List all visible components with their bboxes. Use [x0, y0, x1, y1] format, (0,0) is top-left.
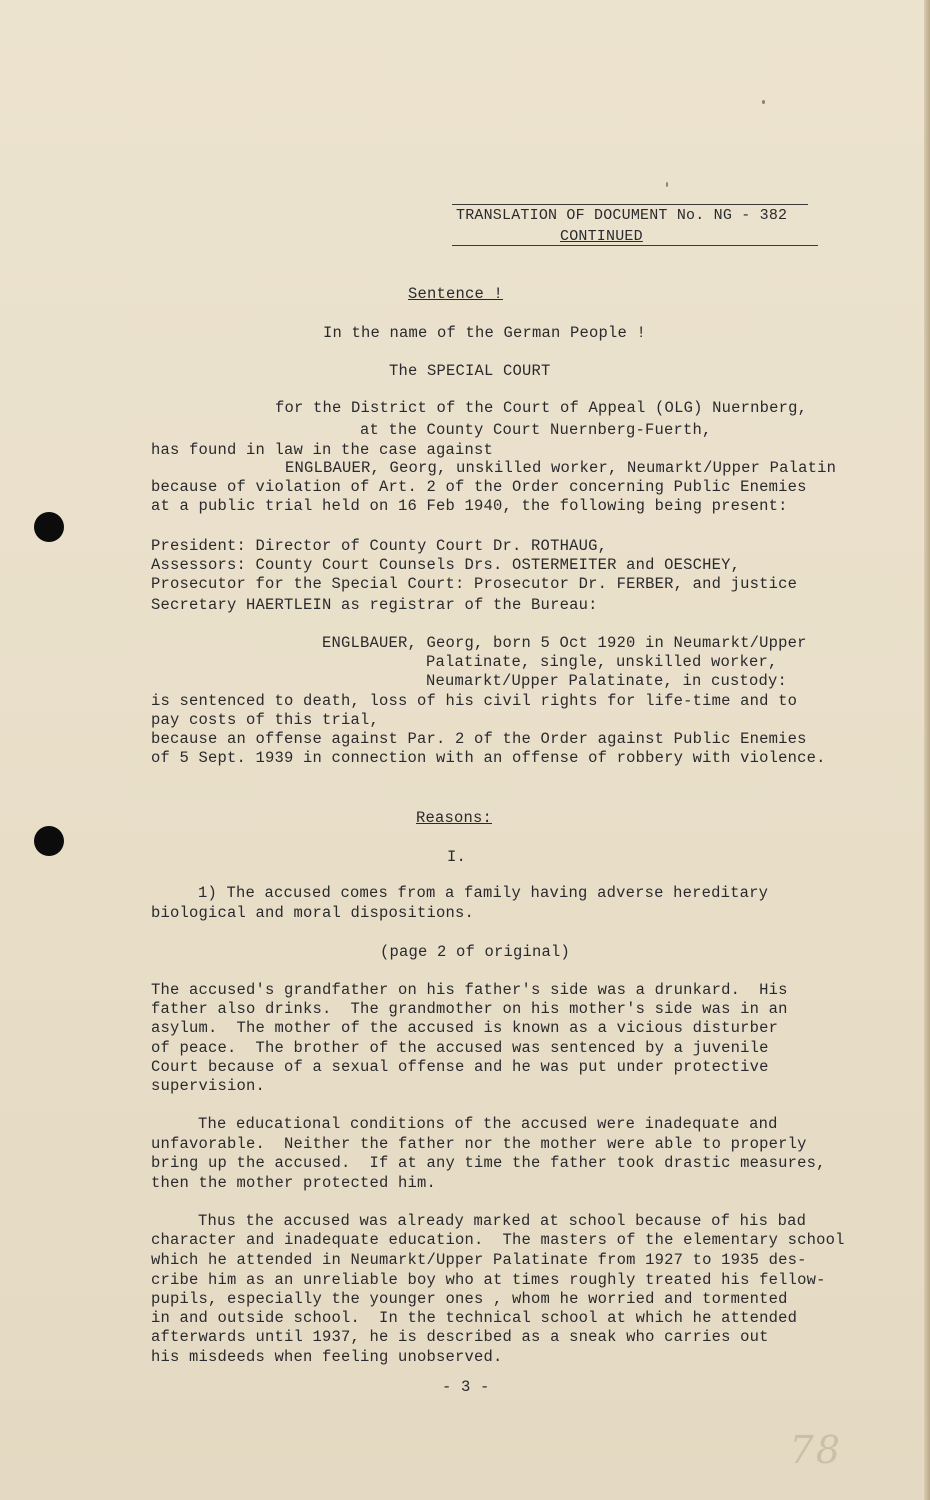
paragraph-line: The educational conditions of the accused were inadequate and — [198, 1115, 778, 1133]
verdict-line: Palatinate, single, unskilled worker, — [426, 653, 778, 671]
paragraph-line: The accused's grandfather on his father's side was a drunkard. His — [151, 981, 788, 999]
paragraph-line: bring up the accused. If at any time the father took drastic measures, — [151, 1154, 826, 1172]
intro-line: ENGLBAUER, Georg, unskilled worker, Neumarkt/Upper Palatin — [285, 459, 837, 477]
paragraph-line: Thus the accused was already marked at school because of his bad — [198, 1212, 807, 1230]
punch-hole — [34, 826, 64, 856]
intro-line: for the District of the Court of Appeal (OLG) Nuernberg, — [275, 399, 808, 417]
paper-speck — [762, 100, 765, 104]
paragraph-line: biological and moral dispositions. — [151, 904, 475, 922]
page-note: (page 2 of original) — [380, 943, 571, 961]
paragraph-line: 1) The accused comes from a family having adverse hereditary — [198, 884, 769, 902]
paragraph-line: character and inadequate education. The masters of the elementary school — [151, 1231, 845, 1249]
paragraph-line: then the mother protected him. — [151, 1174, 437, 1192]
intro-line: at a public trial held on 16 Feb 1940, the following being present: — [151, 497, 788, 515]
verdict-line: Neumarkt/Upper Palatinate, in custody: — [426, 672, 788, 690]
paragraph-line: in and outside school. In the technical school at which he attended — [151, 1309, 798, 1327]
intro-line: at the County Court Nuernberg-Fuerth, — [360, 421, 712, 439]
intro-line: because of violation of Art. 2 of the Order concerning Public Enemies — [151, 478, 807, 496]
paragraph-line: supervision. — [151, 1077, 266, 1095]
paragraph-line: pupils, especially the younger ones , whom he worried and tormented — [151, 1290, 788, 1308]
document-title: TRANSLATION OF DOCUMENT No. NG - 382 — [456, 207, 788, 224]
present-line: Secretary HAERTLEIN as registrar of the Bureau: — [151, 596, 598, 614]
present-line: President: Director of County Court Dr. ROTHAUG, — [151, 537, 608, 555]
intro-line: has found in law in the case against — [151, 441, 494, 459]
intro-line: In the name of the German People ! — [323, 324, 647, 342]
document-subtitle: CONTINUED — [560, 228, 643, 245]
present-line: Prosecutor for the Special Court: Prosecutor Dr. FERBER, and justice — [151, 575, 798, 593]
paper-speck — [666, 182, 668, 187]
header-bottom-rule — [452, 245, 818, 246]
header-top-rule — [452, 204, 808, 205]
paragraph-line: his misdeeds when feeling unobserved. — [151, 1348, 503, 1366]
verdict-line: ENGLBAUER, Georg, born 5 Oct 1920 in Neumarkt/Upper — [322, 634, 807, 652]
court-name: The SPECIAL COURT — [389, 362, 551, 380]
paragraph-line: of peace. The brother of the accused was sentenced by a juvenile — [151, 1039, 769, 1057]
paragraph-line: afterwards until 1937, he is described as a sneak who carries out — [151, 1328, 769, 1346]
paragraph-line: which he attended in Neumarkt/Upper Palatinate from 1927 to 1935 des- — [151, 1251, 807, 1269]
paragraph-line: asylum. The mother of the accused is known as a vicious disturber — [151, 1019, 779, 1037]
present-line: Assessors: County Court Counsels Drs. OSTERMEITER and OESCHEY, — [151, 556, 741, 574]
punch-hole — [34, 512, 64, 542]
paragraph-line: cribe him as an unreliable boy who at times roughly treated his fellow- — [151, 1271, 826, 1289]
verdict-line: is sentenced to death, loss of his civil rights for life-time and to — [151, 692, 798, 710]
page-edge — [924, 0, 930, 1500]
paragraph-line: unfavorable. Neither the father nor the mother were able to properly — [151, 1135, 807, 1153]
verdict-line: of 5 Sept. 1939 in connection with an offense of robbery with violence. — [151, 749, 826, 767]
sentence-heading: Sentence ! — [408, 285, 504, 303]
pencil-annotation: 78 — [789, 1428, 842, 1472]
paragraph-line: Court because of a sexual offense and he was put under protective — [151, 1058, 769, 1076]
verdict-line: pay costs of this trial, — [151, 711, 380, 729]
section-number: I. — [447, 848, 467, 866]
paragraph-line: father also drinks. The grandmother on his mother's side was in an — [151, 1000, 788, 1018]
verdict-line: because an offense against Par. 2 of the Order against Public Enemies — [151, 730, 807, 748]
page-number: - 3 - — [442, 1378, 490, 1396]
reasons-heading: Reasons: — [416, 809, 493, 827]
